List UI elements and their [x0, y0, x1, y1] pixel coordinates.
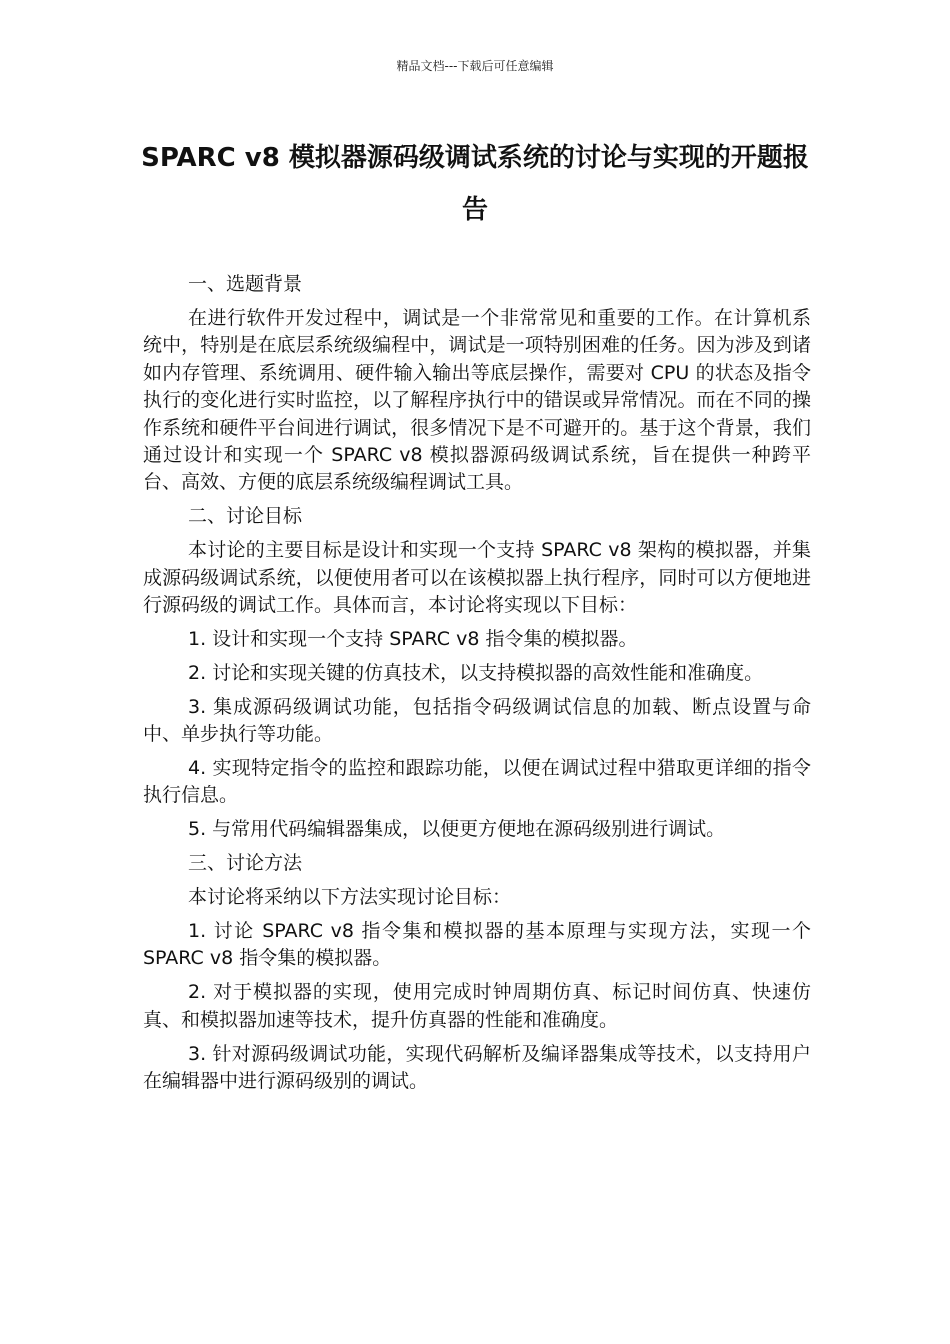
document-title: SPARC v8 模拟器源码级调试系统的讨论与实现的开题报告	[141, 143, 809, 225]
section-heading-background: 一、选题背景	[188, 273, 303, 295]
goal-item-3: 3. 集成源码级调试功能，包括指令码级调试信息的加载、断点设置与命中、单步执行等功能。	[143, 695, 811, 746]
goal-item-5: 5. 与常用代码编辑器集成，以便更方便地在源码级别进行调试。	[188, 818, 726, 841]
header-note: 精品文档---下载后可任意编辑	[396, 59, 554, 73]
method-item-3: 3. 针对源码级调试功能，实现代码解析及编译器集成等技术，以支持用户在编辑器中进行源码级别的调试。	[143, 1042, 811, 1093]
paragraph-background: 在进行软件开发过程中，调试是一个非常常见和重要的工作。在计算机系统中，特别是在底层系统级编程中，调试是一项特别困难的任务。因为涉及到诸如内存管理、系统调用、硬件输入输出等底层操作，需要对 CPU 的状态及指令执行的变化进行实时监控，以了解程序执行中的错误或异常情况。而在不同的操作系统和硬件平台间进行调试，很多情况下是不可避开的。基于这个背景，我们通过设计和实现一个 SPARC v8 模拟器源码级调试系统，旨在提供一种跨平台、高效、方便的底层系统级编程调试工具。	[143, 306, 811, 494]
section-heading-methods: 三、讨论方法	[188, 852, 303, 875]
paragraph-methods-intro: 本讨论将采纳以下方法实现讨论目标：	[188, 886, 512, 909]
method-item-1: 1. 讨论 SPARC v8 指令集和模拟器的基本原理与实现方法，实现一个 SPARC v8 指令集的模拟器。	[143, 920, 811, 970]
goal-item-2: 2. 讨论和实现关键的仿真技术，以支持模拟器的高效性能和准确度。	[188, 661, 764, 684]
section-heading-goals: 二、讨论目标	[188, 505, 303, 528]
goal-item-4: 4. 实现特定指令的监控和跟踪功能，以便在调试过程中猎取更详细的指令执行信息。	[143, 757, 811, 807]
document-body	[143, 271, 811, 1102]
method-item-2: 2. 对于模拟器的实现，使用完成时钟周期仿真、标记时间仿真、快速仿真、和模拟器加速等技术，提升仿真器的性能和准确度。	[143, 981, 811, 1031]
goal-item-1: 1. 设计和实现一个支持 SPARC v8 指令集的模拟器。	[188, 627, 638, 650]
paragraph-goals-intro: 本讨论的主要目标是设计和实现一个支持 SPARC v8 架构的模拟器，并集成源码级调试系统，以便使用者可以在该模拟器上执行程序，同时可以方便地进行源码级的调试工作。具体而言，本讨论将实现以下目标：	[143, 539, 811, 616]
